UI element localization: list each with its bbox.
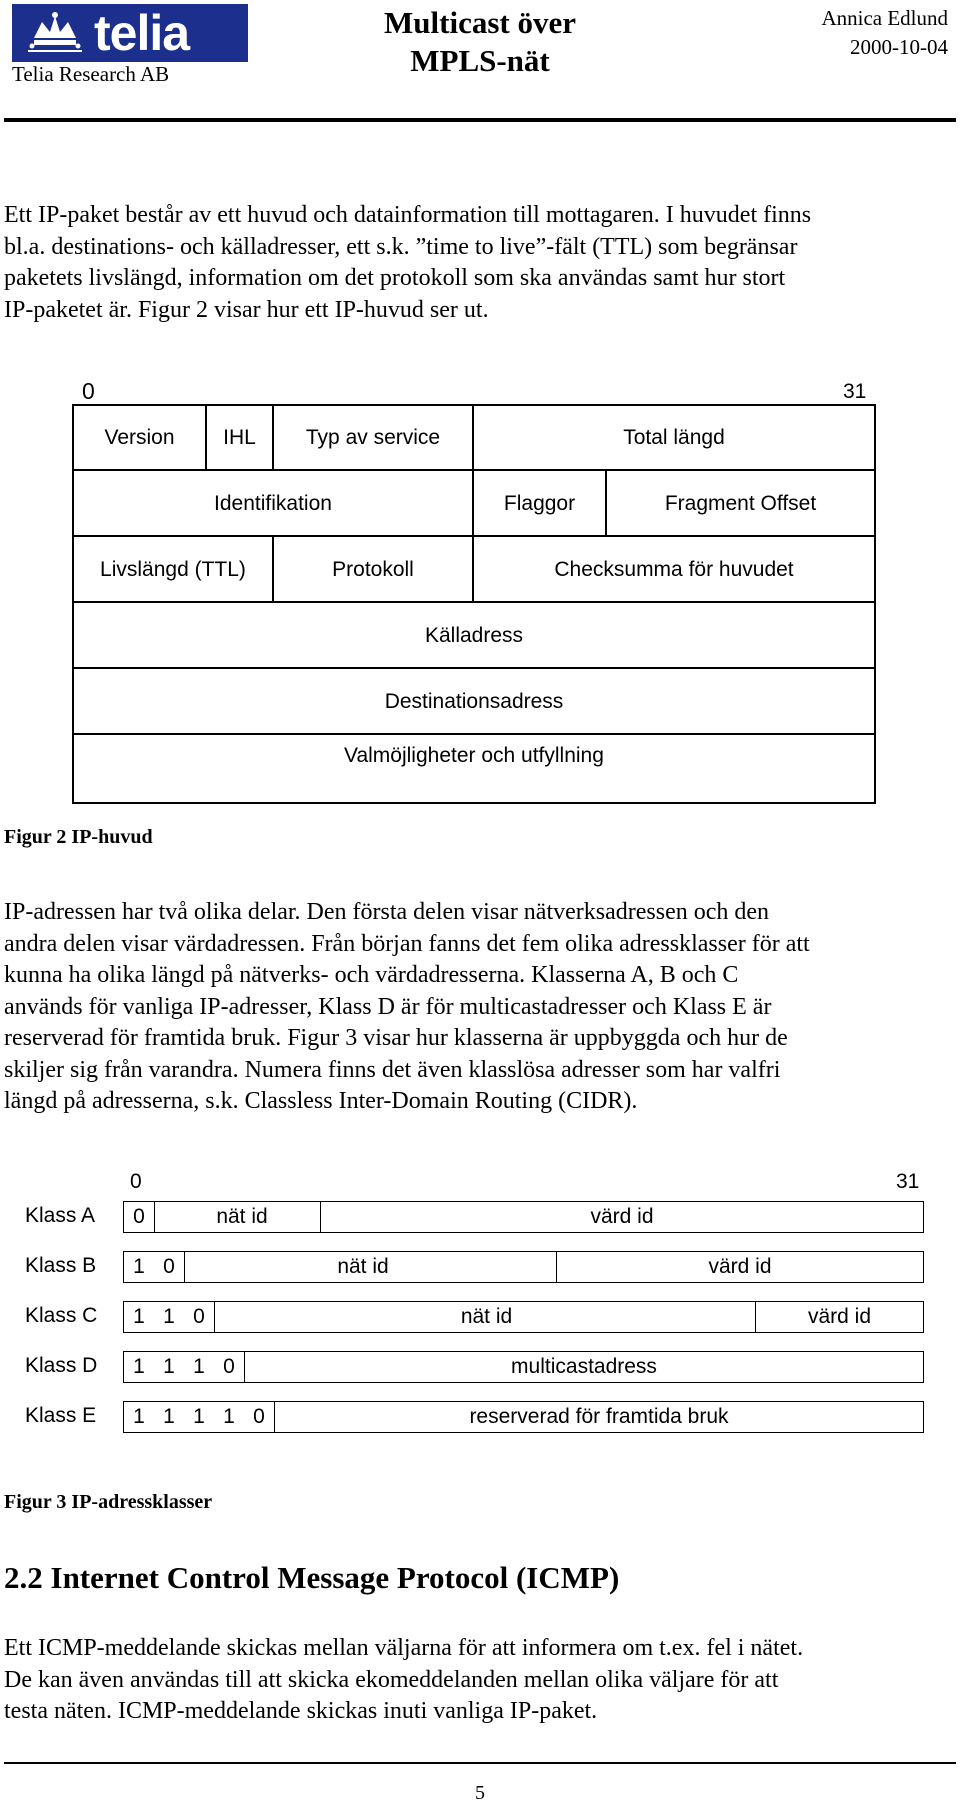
field-destination-address: Destinationsadress (384, 690, 564, 713)
class-bit: 1 (133, 1305, 145, 1328)
author-name: Annica Edlund (821, 6, 948, 30)
class-bit: 0 (163, 1255, 175, 1278)
field-total-length: Total längd (623, 426, 725, 449)
field-options-padding: Valmöjligheter och utfyllning (344, 744, 604, 767)
class-bit: 1 (133, 1405, 145, 1428)
text-line: Ett IP-paket består av ett huvud och datainformation till mottagaren. I huvudet finns (4, 202, 812, 228)
multicast-address-field: multicastadress (511, 1355, 657, 1378)
class-d-row (123, 1351, 924, 1383)
title-line-2: MPLS-nät (410, 43, 550, 78)
text-line: reserverad för framtida bruk. Figur 3 visar hur klasserna är uppbyggda och hur de (4, 1025, 788, 1051)
class-c-label: Klass C (25, 1304, 98, 1327)
class-bit: 0 (193, 1305, 205, 1328)
logo-wordmark: telia (94, 5, 190, 61)
class-bit: 1 (193, 1355, 205, 1378)
header-rule (4, 118, 956, 122)
class-e-label: Klass E (25, 1404, 97, 1427)
field-flags: Flaggor (503, 492, 576, 515)
class-a-row (123, 1201, 924, 1233)
text-line: IP-adressen har två olika delar. Den första delen visar nätverksadressen och den (4, 899, 770, 925)
class-bit: 0 (133, 1205, 145, 1228)
host-id-field: värd id (708, 1255, 772, 1278)
class-bit: 1 (223, 1405, 235, 1428)
figure-3-caption: Figur 3 IP-adressklasser (4, 1491, 213, 1513)
bit-end-label: 31 (896, 1170, 920, 1193)
class-bit: 1 (163, 1305, 175, 1328)
author-block (821, 4, 948, 62)
class-bit: 1 (163, 1355, 175, 1378)
page-number: 5 (475, 1782, 485, 1804)
class-c-row (123, 1301, 924, 1333)
text-line: Ett ICMP-meddelande skickas mellan väljarna för att informera om t.ex. fel i nätet. (4, 1635, 804, 1661)
footer-rule (4, 1762, 956, 1764)
field-header-checksum: Checksumma för huvudet (554, 558, 794, 581)
class-a-label: Klass A (25, 1204, 96, 1227)
host-id-field: värd id (590, 1205, 654, 1228)
text-line: skiljer sig från varandra. Numera finns det även klasslösa adresser som har valfri (4, 1056, 781, 1083)
text-line: paketets livslängd, information om det protokoll som ska användas samt hur stort (4, 265, 786, 291)
class-bit: 1 (193, 1405, 205, 1428)
document-title (330, 4, 630, 80)
bit-end-label: 31 (843, 380, 867, 403)
document-date: 2000-10-04 (850, 35, 948, 59)
icmp-paragraph (4, 1633, 954, 1728)
class-bit: 0 (253, 1405, 265, 1428)
field-identification: Identifikation (214, 492, 332, 515)
text-line: används för vanliga IP-adresser, Klass D är för multicastadresser och Klass E är (4, 993, 772, 1020)
text-line: andra delen visar värdadressen. Från början fanns det fem olika adressklasser för att (4, 930, 810, 957)
field-protocol: Protokoll (332, 558, 414, 581)
class-b-label: Klass B (25, 1254, 97, 1277)
bit-start-label: 0 (82, 378, 95, 404)
address-paragraph (4, 897, 954, 1118)
host-id-field: värd id (807, 1305, 872, 1328)
text-line: kunna ha olika längd på nätverks- och värdadresserna. Klasserna A, B och C (4, 962, 739, 988)
text-line: bl.a. destinations- och källadresser, ett s.k. ”time to live”-fält (TTL) som begränsar (4, 233, 798, 260)
field-ihl: IHL (223, 426, 256, 449)
text-line: längd på adresserna, s.k. Classless Inter-Domain Routing (CIDR). (4, 1088, 638, 1114)
net-id-field: nät id (460, 1305, 513, 1328)
field-source-address: Källadress (424, 624, 524, 647)
telia-logo (12, 4, 248, 62)
class-bit: 1 (133, 1255, 145, 1278)
figure-2-caption: Figur 2 IP-huvud (4, 826, 153, 848)
crown-icon (22, 10, 88, 56)
class-e-row (123, 1401, 924, 1433)
intro-paragraph (4, 200, 954, 326)
text-line: testa näten. ICMP-meddelande skickas inuti vanliga IP-paket. (4, 1698, 598, 1724)
title-line-1: Multicast över (384, 5, 576, 40)
field-ttl: Livslängd (TTL) (100, 558, 246, 581)
field-fragment-offset: Fragment Offset (664, 492, 817, 515)
text-line: IP-paketet är. Figur 2 visar hur ett IP-huvud ser ut. (4, 296, 489, 323)
reserved-field: reserverad för framtida bruk (469, 1405, 729, 1428)
class-b-row (123, 1251, 924, 1283)
class-bit: 1 (133, 1355, 145, 1378)
bit-start-label: 0 (130, 1170, 142, 1193)
company-name: Telia Research AB (12, 62, 170, 86)
text-line: De kan även användas till att skicka ekomeddelanden mellan olika väljare för att (4, 1666, 779, 1693)
class-d-label: Klass D (25, 1354, 98, 1377)
net-id-field: nät id (337, 1255, 389, 1278)
field-version: Version (104, 426, 175, 449)
class-bit: 1 (163, 1405, 175, 1428)
class-bit: 0 (223, 1355, 235, 1378)
section-heading: 2.2 Internet Control Message Protocol (ICMP) (4, 1560, 620, 1595)
field-type-of-service: Typ av service (305, 426, 441, 449)
net-id-field: nät id (216, 1205, 268, 1228)
